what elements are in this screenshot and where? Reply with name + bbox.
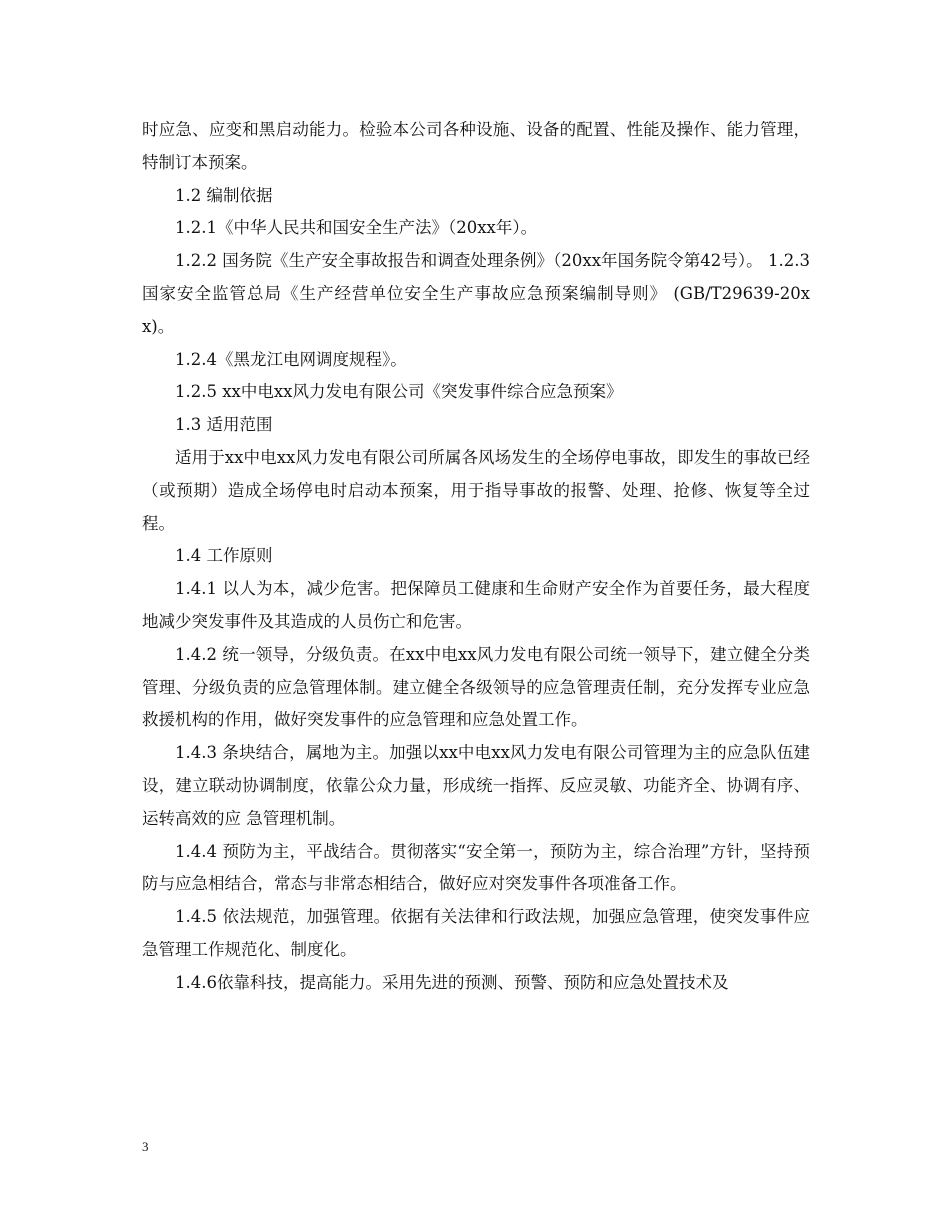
- heading-1-4-principles: 1.4 工作原则: [175, 546, 273, 566]
- paragraph-1-4-5: 1.4.5 依法规范，加强管理。依据有关法律和行政法规，加强应急管理，使突发事件应急管理工作规范化、制度化。: [142, 907, 810, 959]
- page-number: 3: [142, 1139, 149, 1154]
- paragraph-1-4-3: 1.4.3 条块结合，属地为主。加强以xx中电xx风力发电有限公司管理为主的应急队伍建设，建立联动协调制度，依靠公众力量，形成统一指挥、反应灵敏、功能齐全、协调有序、运转高效的应 急管理机制。: [142, 743, 810, 828]
- paragraph-1-2-1: 1.2.1《中华人民共和国安全生产法》（20xx年）。: [175, 218, 538, 238]
- paragraph-1-4-2: 1.4.2 统一领导，分级负责。在xx中电xx风力发电有限公司统一领导下，建立健全分类管理、分级负责的应急管理体制。建立健全各级领导的应急管理责任制，充分发挥专业应急救援机构的作用，做好突发事件的应急管理和应急处置工作。: [142, 644, 810, 730]
- paragraph-scope: 适用于xx中电xx风力发电有限公司所属各风场发生的全场停电事故，即发生的事故已经（或预期）造成全场停电时启动本预案，用于指导事故的报警、处理、抢修、恢复等全过程。: [142, 447, 810, 533]
- paragraph-1-2-5: 1.2.5 xx中电xx风力发电有限公司《突发事件综合应急预案》: [175, 382, 623, 402]
- paragraph-1-2-4: 1.2.4《黑龙江电网调度规程》。: [175, 349, 407, 369]
- paragraph-1-4-1: 1.4.1 以人为本，减少危害。把保障员工健康和生命财产安全作为首要任务，最大程度地减少突发事件及其造成的人员伤亡和危害。: [142, 579, 810, 631]
- paragraph-1-4-4: 1.4.4 预防为主，平战结合。贯彻落实“安全第一，预防为主，综合治理”方针，坚持预防与应急相结合，常态与非常态相结合，做好应对突发事件各项准备工作。: [142, 841, 810, 894]
- paragraph-1-4-6: 1.4.6依靠科技，提高能力。采用先进的预测、预警、预防和应急处置技术及: [175, 972, 729, 992]
- heading-1-2-basis: 1.2 编制依据: [175, 185, 273, 205]
- paragraph-1-2-2: 1.2.2 国务院《生产安全事故报告和调查处理条例》（20xx年国务院令第42号）。 1.2.3 国家安全监管总局《生产经营单位安全生产事故应急预案编制导则》 (GB/T29639-20xx)。: [142, 251, 810, 336]
- paragraph-intro-continuation: 时应急、应变和黑启动能力。检验本公司各种设施、设备的配置、性能及操作、能力管理，特制订本预案。: [142, 120, 810, 172]
- page-body: [142, 114, 810, 1000]
- heading-1-3-scope: 1.3 适用范围: [175, 415, 273, 435]
